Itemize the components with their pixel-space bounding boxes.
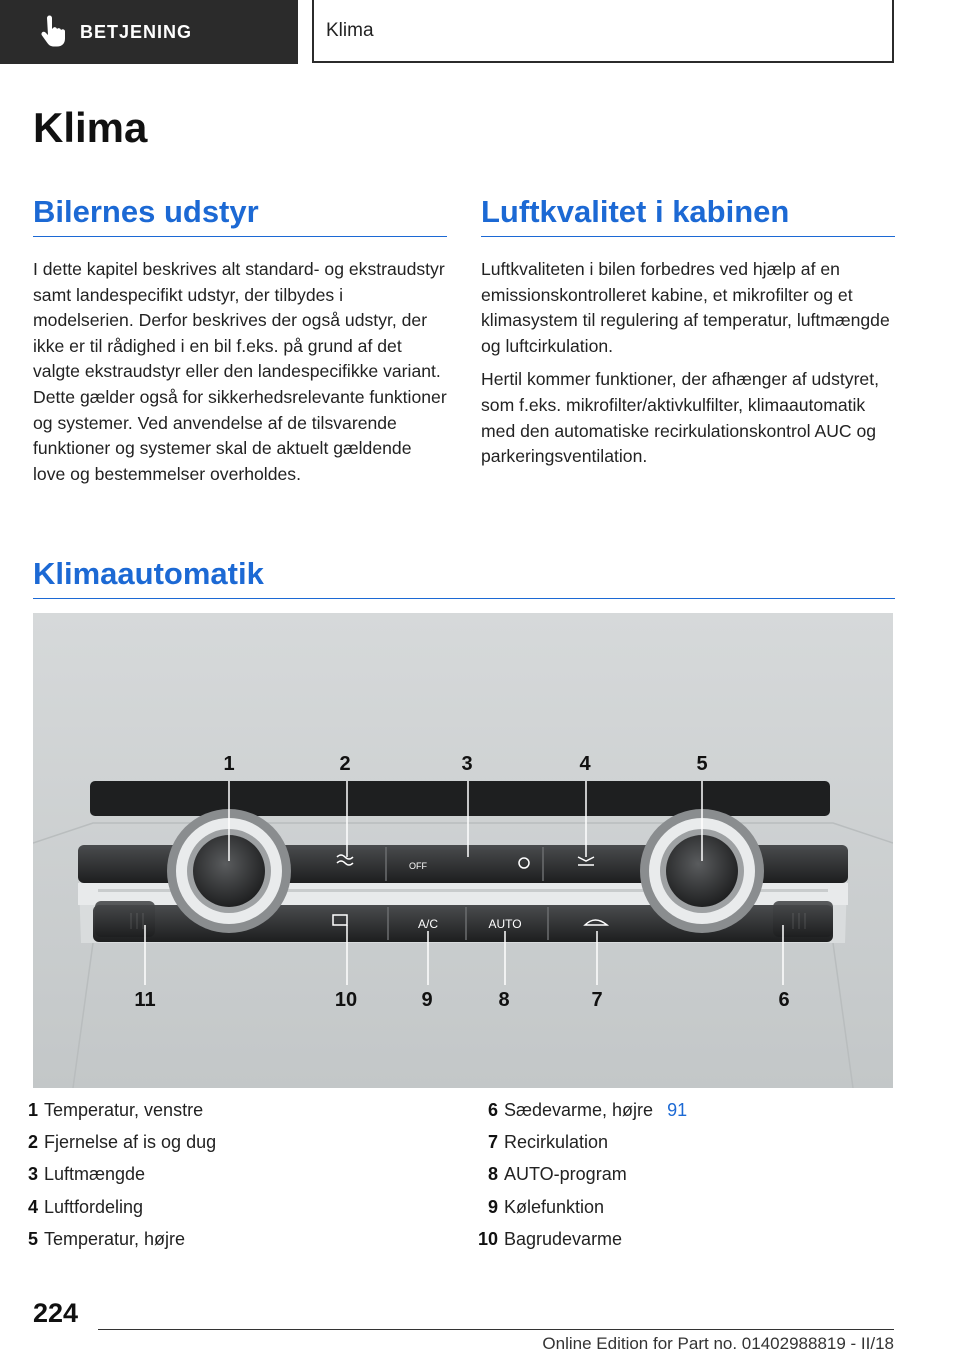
auto-button-label: AUTO	[488, 917, 522, 931]
callout-6: 6	[778, 989, 790, 1011]
chapter-tab[interactable]	[312, 0, 894, 63]
left-column	[33, 194, 447, 487]
section-tab[interactable]	[0, 0, 298, 64]
chapter-title: Klima	[326, 19, 374, 41]
callout-10: 10	[334, 989, 358, 1011]
legend-item: 7 Recirkulation	[487, 1132, 609, 1153]
callout-7: 7	[591, 989, 603, 1011]
callout-4: 4	[579, 753, 591, 775]
legend-item: 4 Luftfordeling	[27, 1196, 144, 1217]
page-ref-link[interactable]: 91	[667, 1100, 688, 1120]
right-heading: Luftkvalitet i kabinen	[481, 194, 895, 237]
legend-item: 10 Bagrudevarme	[477, 1228, 623, 1249]
footer-divider	[98, 1329, 894, 1330]
page-number: 224	[33, 1298, 79, 1328]
section-title: BETJENING	[80, 21, 193, 42]
legend-item: 3 Luftmængde	[27, 1164, 146, 1185]
climate-panel-figure	[33, 613, 893, 1088]
callout-1: 1	[223, 753, 235, 775]
legend-right	[470, 1100, 687, 1261]
right-paragraph-1: Luftkvaliteten i bilen forbedres ved hjælp af en emissionskontrolleret kabine, et mikrofilter og et klimasystem til regulering af temperatur, luftmængde og luftcirkulation.	[481, 259, 890, 356]
hand-pointer-icon	[34, 14, 70, 50]
legend-item: 5 Temperatur, højre	[27, 1228, 186, 1249]
right-paragraph-2: Hertil kommer funktioner, der afhænger af udstyret, som f.eks. mikrofilter/aktivkulfilter, klimaautomatik med den automatiske recirkulationskontrol AUC og parkeringsventilation.	[481, 369, 879, 467]
page-title: Klima	[33, 104, 148, 151]
callout-8: 8	[498, 989, 510, 1011]
section-heading: Klimaautomatik	[33, 556, 895, 599]
legend-item: 2 Fjernelse af is og dug	[27, 1132, 217, 1153]
callout-9: 9	[421, 989, 433, 1011]
ac-button-label: A/C	[417, 917, 439, 931]
legend-item: 9 Kølefunktion	[487, 1196, 605, 1217]
legend-left	[10, 1100, 216, 1261]
fan-off-label: OFF	[409, 861, 427, 871]
callout-2: 2	[339, 753, 351, 775]
left-heading: Bilernes udstyr	[33, 194, 447, 237]
right-column	[481, 194, 895, 470]
callout-11: 11	[134, 989, 156, 1011]
footer-edition: Online Edition for Part no. 01402988819 - II/18	[542, 1334, 894, 1353]
legend-item: 1 Temperatur, venstre	[27, 1100, 204, 1120]
callout-5: 5	[696, 753, 708, 775]
legend-item: 6 Sædevarme, højre 91	[487, 1100, 688, 1120]
callout-3: 3	[461, 753, 473, 775]
left-paragraph: I dette kapitel beskrives alt standard- og ekstraudstyr samt landespecifikt udstyr, der tilbydes i modelserien. Derfor beskrives der også udstyr, der ikke er til rådighed i en bil f.eks. på grund af det valgte ekstraudstyr eller den landespecifikke variant. Dette gælder også for sikkerhedsrelevante funktioner og systemer. Ved anvendelse af de tilsvarende funktioner og systemer skal de aktuelt gældende love og bestemmelser overholdes.	[33, 259, 447, 484]
legend-item: 8 AUTO-program	[487, 1164, 627, 1185]
